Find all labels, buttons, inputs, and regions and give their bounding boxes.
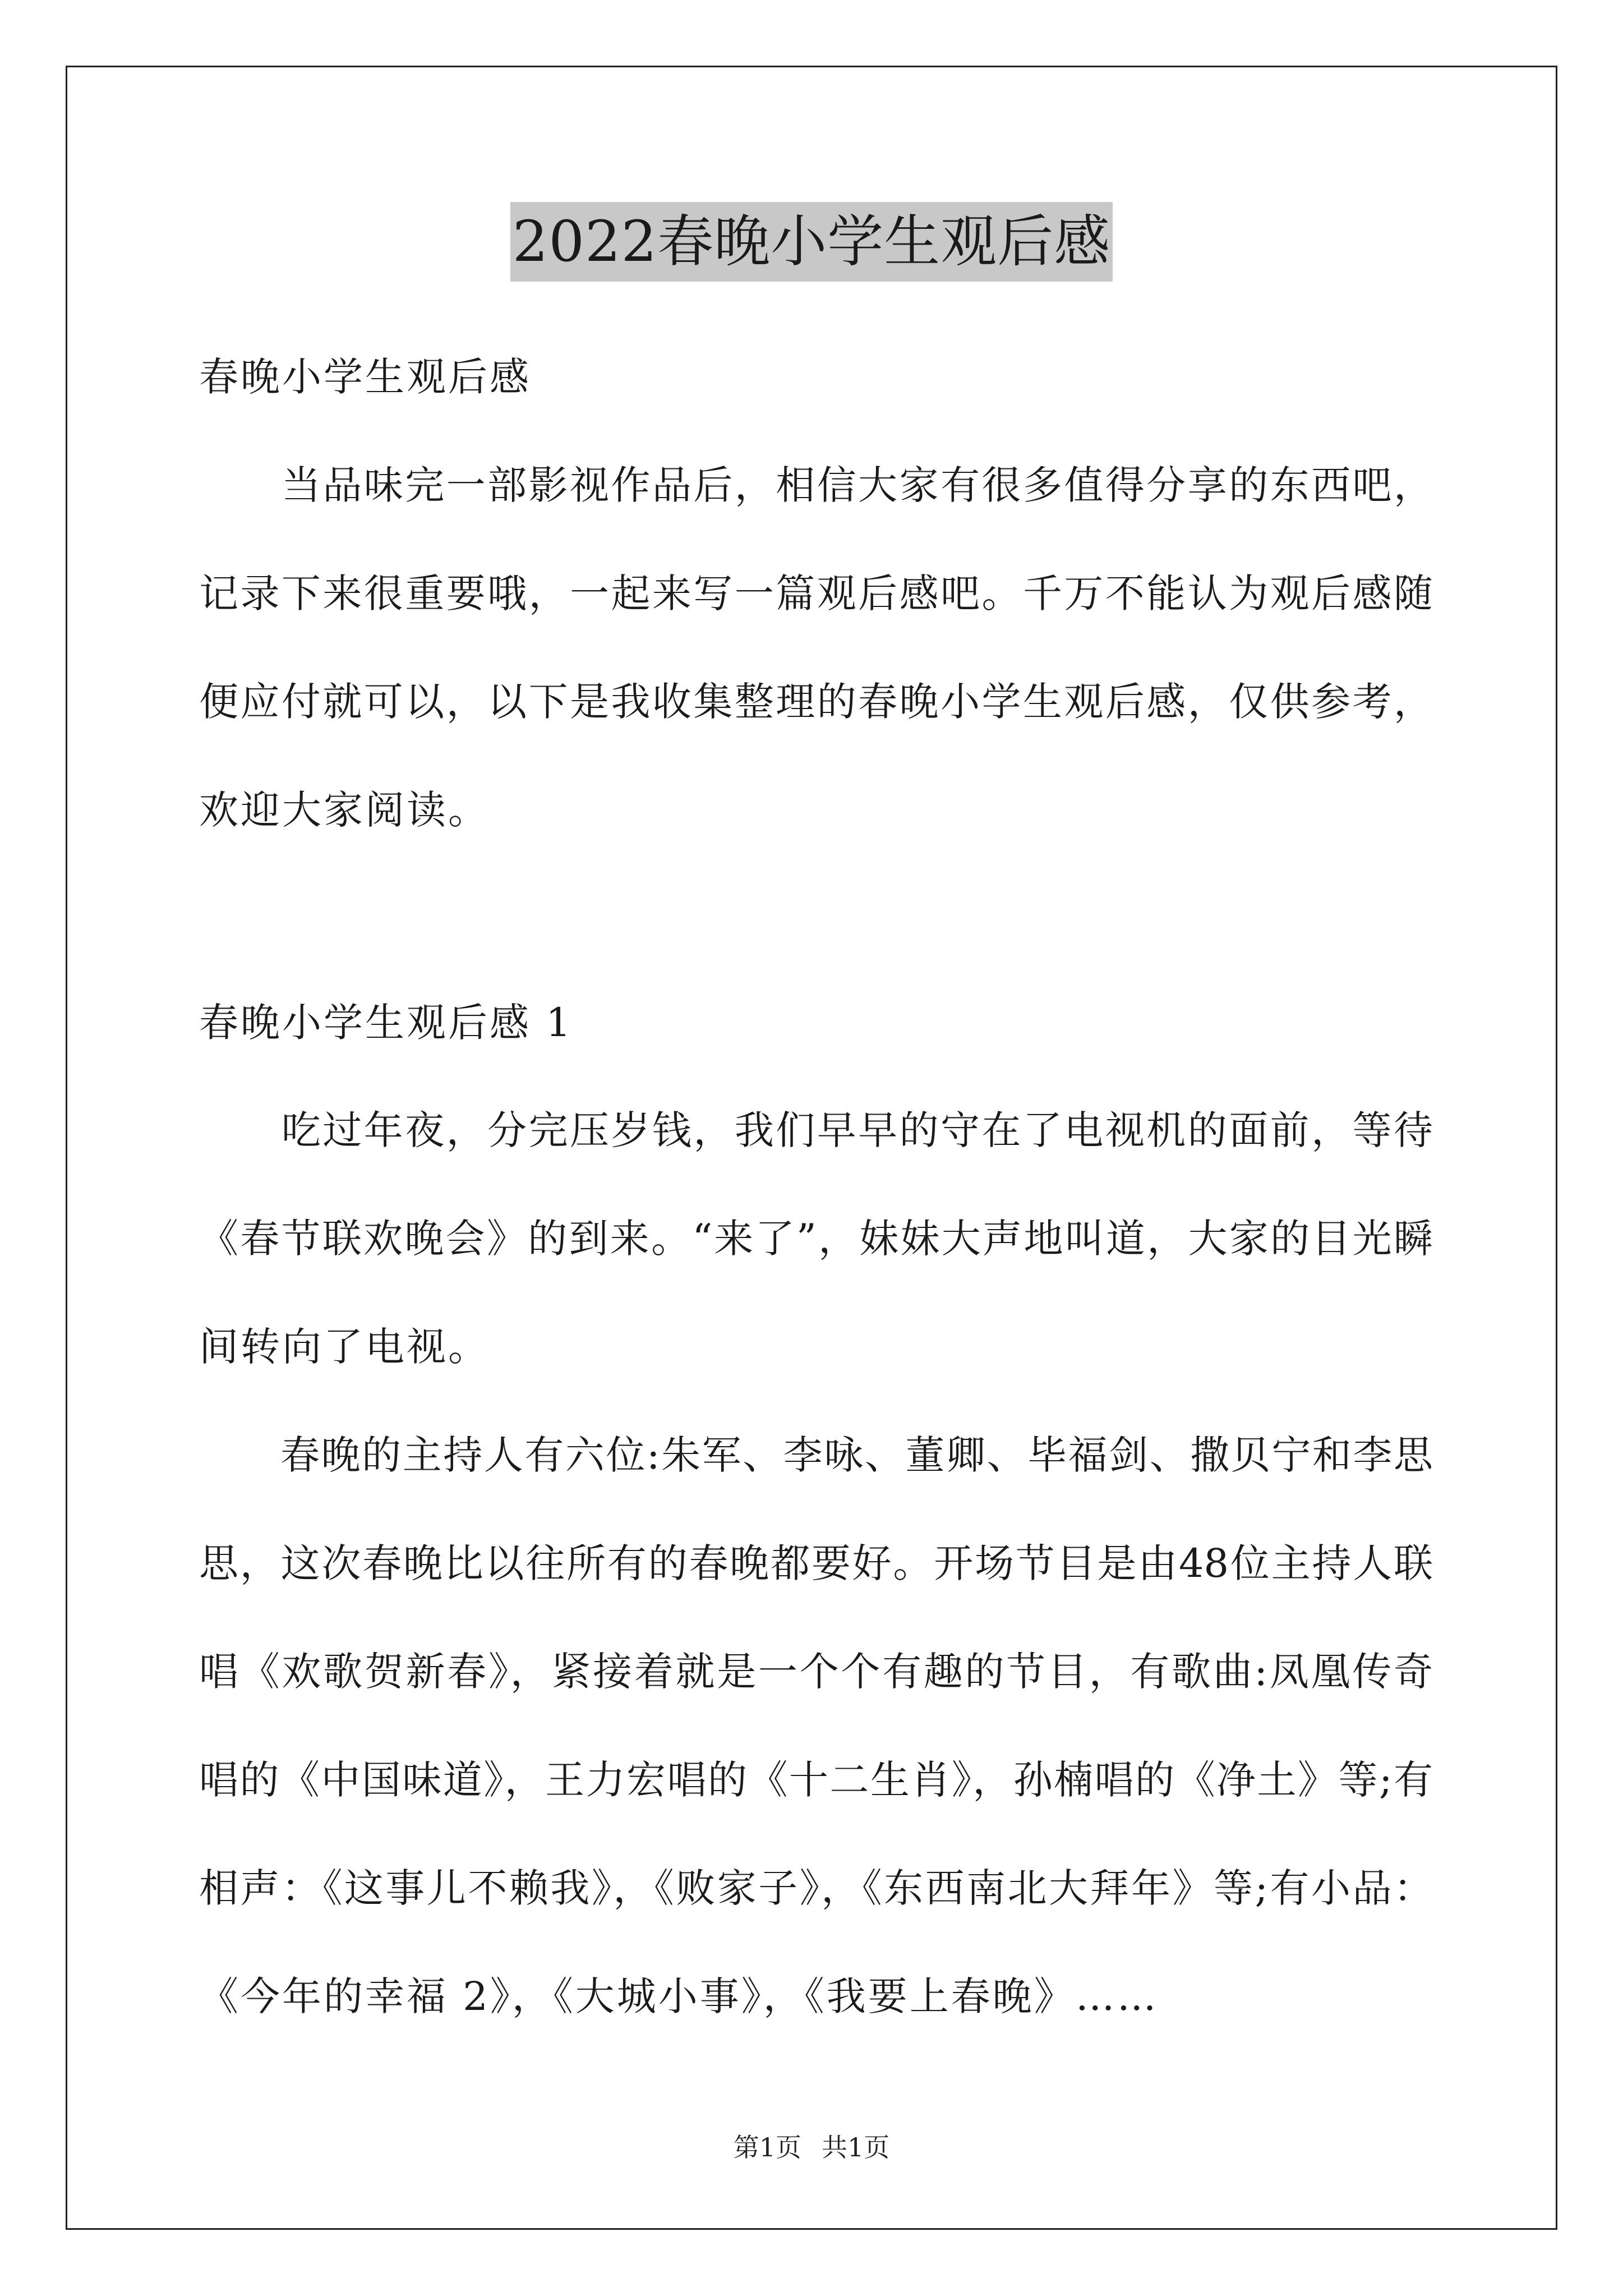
page-total: 共1页 — [822, 2132, 890, 2162]
paragraph-line: 《春节联欢晚会》的到来。“来了”，妹妹大声地叫道，大家的目光瞬 — [199, 1216, 1433, 1262]
paragraph-line: 吃过年夜，分完压岁钱，我们早早的守在了电视机的面前，等待 — [199, 1107, 1433, 1153]
paragraph-line: 间转向了电视。 — [199, 1324, 490, 1370]
page-number: 第1页 — [733, 2132, 801, 2162]
title-container — [0, 202, 1623, 282]
intro-line: 便应付就可以，以下是我收集整理的春晚小学生观后感，仅供参考， — [199, 679, 1433, 725]
paragraph-line: 唱的《中国味道》，王力宏唱的《十二生肖》，孙楠唱的《净土》等;有 — [199, 1757, 1433, 1803]
intro-line: 当品味完一部影视作品后，相信大家有很多值得分享的东西吧， — [199, 462, 1433, 508]
intro-line: 欢迎大家阅读。 — [199, 787, 490, 833]
paragraph-line: 唱《欢歌贺新春》，紧接着就是一个个有趣的节目，有歌曲:凤凰传奇 — [199, 1649, 1433, 1695]
paragraph-line: 思，这次春晚比以往所有的春晚都要好。开场节目是由48位主持人联 — [199, 1540, 1433, 1586]
document-title: 2022春晚小学生观后感 — [510, 202, 1113, 282]
page-footer — [0, 2131, 1623, 2164]
paragraph-line: 相声：《这事儿不赖我》，《败家子》，《东西南北大拜年》等;有小品： — [199, 1865, 1433, 1911]
intro-line: 记录下来很重要哦，一起来写一篇观后感吧。千万不能认为观后感随 — [199, 570, 1433, 616]
paragraph-line: 《今年的幸福 2》，《大城小事》，《我要上春晚》…… — [199, 1973, 1159, 2019]
section-heading: 春晚小学生观后感 1 — [199, 1000, 573, 1046]
paragraph-line: 春晚的主持人有六位:朱军、李咏、董卿、毕福剑、撒贝宁和李思 — [199, 1432, 1433, 1478]
section-heading: 春晚小学生观后感 — [199, 354, 531, 400]
